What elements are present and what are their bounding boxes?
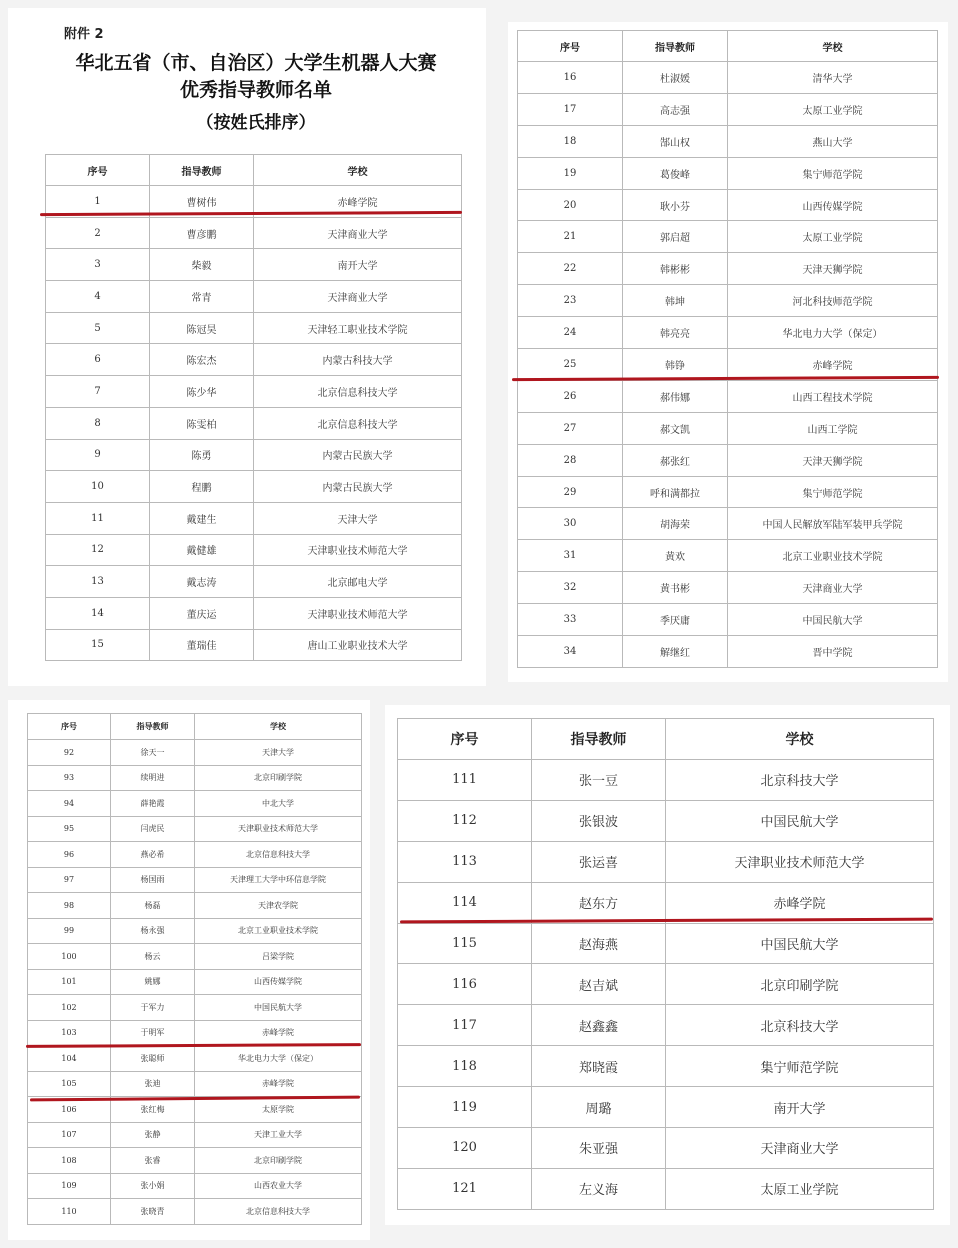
teacher-name: 戴健雄 bbox=[150, 534, 254, 566]
row-number: 19 bbox=[518, 157, 623, 189]
school-name: 集宁师范学院 bbox=[728, 157, 938, 189]
school-name: 北京信息科技大学 bbox=[195, 842, 362, 868]
school-name: 天津职业技术师范大学 bbox=[254, 534, 462, 566]
teacher-name: 张迪 bbox=[111, 1071, 195, 1097]
table-row bbox=[518, 444, 938, 476]
row-number: 97 bbox=[28, 867, 111, 893]
table-row bbox=[46, 344, 462, 376]
row-number: 17 bbox=[518, 93, 623, 125]
row-number: 10 bbox=[46, 471, 150, 503]
table-row bbox=[46, 376, 462, 408]
row-number: 94 bbox=[28, 791, 111, 817]
school-name: 晋中学院 bbox=[728, 636, 938, 668]
teacher-name: 陈冠昊 bbox=[150, 312, 254, 344]
row-number: 96 bbox=[28, 842, 111, 868]
table-row bbox=[46, 217, 462, 249]
table-row bbox=[398, 964, 934, 1005]
teacher-name: 韩彬彬 bbox=[623, 253, 728, 285]
table-row bbox=[518, 221, 938, 253]
teacher-name: 赵鑫鑫 bbox=[532, 1005, 666, 1046]
school-name: 赤峰学院 bbox=[666, 882, 934, 923]
header-teacher: 指导教师 bbox=[623, 31, 728, 62]
header-no: 序号 bbox=[28, 714, 111, 740]
school-name: 中国民航大学 bbox=[666, 923, 934, 964]
row-number: 101 bbox=[28, 969, 111, 995]
table-row bbox=[28, 791, 362, 817]
teacher-name: 于明军 bbox=[111, 1020, 195, 1046]
school-name: 天津农学院 bbox=[195, 893, 362, 919]
school-name: 天津商业大学 bbox=[728, 572, 938, 604]
school-name: 山西农业大学 bbox=[195, 1173, 362, 1199]
teacher-table-2 bbox=[517, 30, 938, 668]
teacher-name: 赵海燕 bbox=[532, 923, 666, 964]
table-row bbox=[28, 867, 362, 893]
teacher-table-1 bbox=[45, 154, 462, 661]
row-number: 99 bbox=[28, 918, 111, 944]
row-number: 24 bbox=[518, 317, 623, 349]
teacher-name: 陈宏杰 bbox=[150, 344, 254, 376]
table-row bbox=[398, 1005, 934, 1046]
teacher-name: 韩坤 bbox=[623, 285, 728, 317]
table-row bbox=[398, 760, 934, 801]
row-number: 115 bbox=[398, 923, 532, 964]
table-row bbox=[46, 407, 462, 439]
row-number: 2 bbox=[46, 217, 150, 249]
row-number: 113 bbox=[398, 841, 532, 882]
row-number: 22 bbox=[518, 253, 623, 285]
school-name: 天津工业大学 bbox=[195, 1122, 362, 1148]
table-row bbox=[518, 317, 938, 349]
table-row bbox=[518, 572, 938, 604]
teacher-name: 杨国雨 bbox=[111, 867, 195, 893]
teacher-name: 郝张红 bbox=[623, 444, 728, 476]
school-name: 天津轻工职业技术学院 bbox=[254, 312, 462, 344]
table-header-row bbox=[398, 719, 934, 760]
row-number: 112 bbox=[398, 800, 532, 841]
teacher-name: 韩亮亮 bbox=[623, 317, 728, 349]
row-number: 92 bbox=[28, 740, 111, 766]
teacher-name: 戴志涛 bbox=[150, 566, 254, 598]
school-name: 天津商业大学 bbox=[254, 281, 462, 313]
row-number: 1 bbox=[46, 186, 150, 218]
row-number: 31 bbox=[518, 540, 623, 572]
document-title-line1: 华北五省（市、自治区）大学生机器人大赛 bbox=[75, 52, 437, 74]
school-name: 集宁师范学院 bbox=[728, 476, 938, 508]
row-number: 8 bbox=[46, 407, 150, 439]
school-name: 太原工业学院 bbox=[666, 1168, 934, 1209]
table-row bbox=[518, 412, 938, 444]
school-name: 北京印刷学院 bbox=[195, 765, 362, 791]
teacher-name: 赵东方 bbox=[532, 882, 666, 923]
teacher-name: 张小娟 bbox=[111, 1173, 195, 1199]
row-number: 106 bbox=[28, 1097, 111, 1123]
teacher-name: 解继红 bbox=[623, 636, 728, 668]
table-row bbox=[398, 841, 934, 882]
teacher-name: 高志强 bbox=[623, 93, 728, 125]
school-name: 天津商业大学 bbox=[666, 1128, 934, 1169]
row-number: 30 bbox=[518, 508, 623, 540]
teacher-name: 闫虎民 bbox=[111, 816, 195, 842]
school-name: 唐山工业职业技术大学 bbox=[254, 629, 462, 661]
header-teacher: 指导教师 bbox=[111, 714, 195, 740]
school-name: 北京印刷学院 bbox=[666, 964, 934, 1005]
row-number: 111 bbox=[398, 760, 532, 801]
school-name: 北京信息科技大学 bbox=[254, 407, 462, 439]
table-row bbox=[518, 508, 938, 540]
teacher-name: 郭启超 bbox=[623, 221, 728, 253]
school-name: 北京信息科技大学 bbox=[254, 376, 462, 408]
row-number: 7 bbox=[46, 376, 150, 408]
row-number: 14 bbox=[46, 597, 150, 629]
teacher-name: 陈雯柏 bbox=[150, 407, 254, 439]
header-school: 学校 bbox=[728, 31, 938, 62]
teacher-name: 于军力 bbox=[111, 995, 195, 1021]
teacher-name: 韩铮 bbox=[623, 349, 728, 381]
table-row bbox=[28, 995, 362, 1021]
teacher-name: 张运喜 bbox=[532, 841, 666, 882]
table-row bbox=[46, 281, 462, 313]
row-number: 121 bbox=[398, 1168, 532, 1209]
table-row bbox=[518, 62, 938, 94]
school-name: 太原工业学院 bbox=[728, 93, 938, 125]
table-row bbox=[28, 1148, 362, 1174]
table-row bbox=[46, 502, 462, 534]
school-name: 赤峰学院 bbox=[195, 1020, 362, 1046]
table-row bbox=[46, 534, 462, 566]
teacher-name: 张红梅 bbox=[111, 1097, 195, 1123]
header-school: 学校 bbox=[666, 719, 934, 760]
school-name: 南开大学 bbox=[254, 249, 462, 281]
school-name: 内蒙古民族大学 bbox=[254, 439, 462, 471]
teacher-name: 柴毅 bbox=[150, 249, 254, 281]
school-name: 山西工程技术学院 bbox=[728, 380, 938, 412]
school-name: 天津职业技术师范大学 bbox=[195, 816, 362, 842]
row-number: 20 bbox=[518, 189, 623, 221]
table-row bbox=[398, 882, 934, 923]
row-number: 102 bbox=[28, 995, 111, 1021]
row-number: 107 bbox=[28, 1122, 111, 1148]
header-no: 序号 bbox=[46, 155, 150, 186]
row-number: 18 bbox=[518, 125, 623, 157]
row-number: 21 bbox=[518, 221, 623, 253]
table-row bbox=[518, 125, 938, 157]
school-name: 天津职业技术师范大学 bbox=[666, 841, 934, 882]
row-number: 12 bbox=[46, 534, 150, 566]
school-name: 北京科技大学 bbox=[666, 760, 934, 801]
teacher-name: 周璐 bbox=[532, 1087, 666, 1128]
school-name: 太原工业学院 bbox=[728, 221, 938, 253]
row-number: 28 bbox=[518, 444, 623, 476]
table-row bbox=[28, 1071, 362, 1097]
school-name: 内蒙古科技大学 bbox=[254, 344, 462, 376]
row-number: 103 bbox=[28, 1020, 111, 1046]
teacher-name: 张聪师 bbox=[111, 1046, 195, 1072]
teacher-name: 左义海 bbox=[532, 1168, 666, 1209]
row-number: 16 bbox=[518, 62, 623, 94]
school-name: 天津大学 bbox=[195, 740, 362, 766]
header-school: 学校 bbox=[195, 714, 362, 740]
row-number: 33 bbox=[518, 604, 623, 636]
table-header-row bbox=[28, 714, 362, 740]
row-number: 11 bbox=[46, 502, 150, 534]
teacher-name: 徐天一 bbox=[111, 740, 195, 766]
table-row bbox=[28, 765, 362, 791]
school-name: 北京邮电大学 bbox=[254, 566, 462, 598]
teacher-name: 黄欢 bbox=[623, 540, 728, 572]
school-name: 北京印刷学院 bbox=[195, 1148, 362, 1174]
school-name: 南开大学 bbox=[666, 1087, 934, 1128]
school-name: 山西传媒学院 bbox=[195, 969, 362, 995]
table-row bbox=[518, 476, 938, 508]
school-name: 河北科技师范学院 bbox=[728, 285, 938, 317]
table-row bbox=[518, 636, 938, 668]
table-row bbox=[46, 439, 462, 471]
row-number: 117 bbox=[398, 1005, 532, 1046]
school-name: 天津大学 bbox=[254, 502, 462, 534]
school-name: 天津天狮学院 bbox=[728, 444, 938, 476]
table-row bbox=[46, 597, 462, 629]
row-number: 108 bbox=[28, 1148, 111, 1174]
teacher-name: 郑晓霞 bbox=[532, 1046, 666, 1087]
row-number: 25 bbox=[518, 349, 623, 381]
teacher-name: 赵吉斌 bbox=[532, 964, 666, 1005]
teacher-name: 常青 bbox=[150, 281, 254, 313]
table-row bbox=[28, 1122, 362, 1148]
teacher-name: 郝伟娜 bbox=[623, 380, 728, 412]
header-school: 学校 bbox=[254, 155, 462, 186]
teacher-table-4 bbox=[397, 718, 934, 1210]
teacher-name: 陈少华 bbox=[150, 376, 254, 408]
row-number: 34 bbox=[518, 636, 623, 668]
table-header-row bbox=[518, 31, 938, 62]
table-row bbox=[518, 604, 938, 636]
row-number: 109 bbox=[28, 1173, 111, 1199]
table-row bbox=[46, 566, 462, 598]
table-row bbox=[518, 380, 938, 412]
header-teacher: 指导教师 bbox=[532, 719, 666, 760]
teacher-name: 杨磊 bbox=[111, 893, 195, 919]
table-row bbox=[518, 157, 938, 189]
table-row bbox=[28, 944, 362, 970]
row-number: 104 bbox=[28, 1046, 111, 1072]
table-row bbox=[28, 842, 362, 868]
school-name: 北京信息科技大学 bbox=[195, 1199, 362, 1225]
table-row bbox=[518, 253, 938, 285]
teacher-name: 郝文凯 bbox=[623, 412, 728, 444]
school-name: 吕梁学院 bbox=[195, 944, 362, 970]
document-subtitle: （按姓氏排序） bbox=[196, 113, 316, 133]
school-name: 天津天狮学院 bbox=[728, 253, 938, 285]
teacher-name: 薛艳霞 bbox=[111, 791, 195, 817]
school-name: 内蒙古民族大学 bbox=[254, 471, 462, 503]
teacher-name: 张静 bbox=[111, 1122, 195, 1148]
row-number: 100 bbox=[28, 944, 111, 970]
row-number: 93 bbox=[28, 765, 111, 791]
row-number: 116 bbox=[398, 964, 532, 1005]
table-row bbox=[518, 285, 938, 317]
table-row bbox=[28, 816, 362, 842]
teacher-name: 葛俊峰 bbox=[623, 157, 728, 189]
annex-label: 附件 2 bbox=[64, 27, 104, 42]
table-row bbox=[28, 1020, 362, 1046]
table-row bbox=[518, 189, 938, 221]
school-name: 华北电力大学（保定） bbox=[728, 317, 938, 349]
table-row bbox=[398, 1046, 934, 1087]
row-number: 98 bbox=[28, 893, 111, 919]
teacher-name: 张睿 bbox=[111, 1148, 195, 1174]
table-row bbox=[46, 629, 462, 661]
teacher-name: 胡海荣 bbox=[623, 508, 728, 540]
school-name: 天津职业技术师范大学 bbox=[254, 597, 462, 629]
row-number: 15 bbox=[46, 629, 150, 661]
row-number: 6 bbox=[46, 344, 150, 376]
school-name: 中北大学 bbox=[195, 791, 362, 817]
row-number: 13 bbox=[46, 566, 150, 598]
school-name: 赤峰学院 bbox=[195, 1071, 362, 1097]
table-row bbox=[398, 1128, 934, 1169]
teacher-name: 燕必希 bbox=[111, 842, 195, 868]
teacher-table-3 bbox=[27, 713, 362, 1225]
teacher-name: 杨永强 bbox=[111, 918, 195, 944]
teacher-name: 陈勇 bbox=[150, 439, 254, 471]
row-number: 114 bbox=[398, 882, 532, 923]
teacher-name: 张一豆 bbox=[532, 760, 666, 801]
table-row bbox=[398, 1168, 934, 1209]
teacher-name: 董庆运 bbox=[150, 597, 254, 629]
row-number: 105 bbox=[28, 1071, 111, 1097]
school-name: 天津商业大学 bbox=[254, 217, 462, 249]
school-name: 中国民航大学 bbox=[666, 800, 934, 841]
table-row bbox=[518, 540, 938, 572]
row-number: 3 bbox=[46, 249, 150, 281]
teacher-name: 黄书彬 bbox=[623, 572, 728, 604]
row-number: 95 bbox=[28, 816, 111, 842]
teacher-name: 耿小芬 bbox=[623, 189, 728, 221]
row-number: 5 bbox=[46, 312, 150, 344]
school-name: 赤峰学院 bbox=[254, 186, 462, 218]
teacher-name: 张银波 bbox=[532, 800, 666, 841]
teacher-name: 程鹏 bbox=[150, 471, 254, 503]
table-row bbox=[28, 1173, 362, 1199]
school-name: 北京工业职业技术学院 bbox=[195, 918, 362, 944]
school-name: 中国民航大学 bbox=[195, 995, 362, 1021]
teacher-name: 曹彦鹏 bbox=[150, 217, 254, 249]
school-name: 太原学院 bbox=[195, 1097, 362, 1123]
teacher-name: 朱亚强 bbox=[532, 1128, 666, 1169]
teacher-name: 季厌庸 bbox=[623, 604, 728, 636]
table-row bbox=[398, 800, 934, 841]
row-number: 29 bbox=[518, 476, 623, 508]
teacher-name: 杜淑媛 bbox=[623, 62, 728, 94]
school-name: 天津理工大学中环信息学院 bbox=[195, 867, 362, 893]
table-row bbox=[46, 249, 462, 281]
teacher-name: 张晓青 bbox=[111, 1199, 195, 1225]
table-row bbox=[28, 969, 362, 995]
table-row bbox=[28, 1199, 362, 1225]
header-no: 序号 bbox=[518, 31, 623, 62]
table-row bbox=[46, 312, 462, 344]
row-number: 118 bbox=[398, 1046, 532, 1087]
teacher-name: 杨云 bbox=[111, 944, 195, 970]
school-name: 赤峰学院 bbox=[728, 349, 938, 381]
teacher-name: 董瑞佳 bbox=[150, 629, 254, 661]
row-number: 4 bbox=[46, 281, 150, 313]
table-header-row bbox=[46, 155, 462, 186]
table-row bbox=[518, 93, 938, 125]
table-row bbox=[28, 918, 362, 944]
school-name: 清华大学 bbox=[728, 62, 938, 94]
teacher-name: 郜山权 bbox=[623, 125, 728, 157]
teacher-name: 姚娜 bbox=[111, 969, 195, 995]
table-row bbox=[28, 893, 362, 919]
row-number: 23 bbox=[518, 285, 623, 317]
table-row bbox=[28, 740, 362, 766]
school-name: 中国人民解放军陆军装甲兵学院 bbox=[728, 508, 938, 540]
row-number: 119 bbox=[398, 1087, 532, 1128]
row-number: 27 bbox=[518, 412, 623, 444]
row-number: 26 bbox=[518, 380, 623, 412]
teacher-name: 续明进 bbox=[111, 765, 195, 791]
teacher-name: 曹树伟 bbox=[150, 186, 254, 218]
document-title-line2: 优秀指导教师名单 bbox=[179, 79, 332, 101]
table-row bbox=[46, 471, 462, 503]
school-name: 北京工业职业技术学院 bbox=[728, 540, 938, 572]
school-name: 北京科技大学 bbox=[666, 1005, 934, 1046]
row-number: 32 bbox=[518, 572, 623, 604]
row-number: 120 bbox=[398, 1128, 532, 1169]
teacher-name: 戴建生 bbox=[150, 502, 254, 534]
table-row bbox=[398, 1087, 934, 1128]
header-teacher: 指导教师 bbox=[150, 155, 254, 186]
teacher-name: 呼和满都拉 bbox=[623, 476, 728, 508]
school-name: 华北电力大学（保定） bbox=[195, 1046, 362, 1072]
row-number: 9 bbox=[46, 439, 150, 471]
row-number: 110 bbox=[28, 1199, 111, 1225]
school-name: 集宁师范学院 bbox=[666, 1046, 934, 1087]
table-row bbox=[28, 1046, 362, 1072]
school-name: 中国民航大学 bbox=[728, 604, 938, 636]
school-name: 燕山大学 bbox=[728, 125, 938, 157]
school-name: 山西传媒学院 bbox=[728, 189, 938, 221]
school-name: 山西工学院 bbox=[728, 412, 938, 444]
table-row bbox=[398, 923, 934, 964]
header-no: 序号 bbox=[398, 719, 532, 760]
